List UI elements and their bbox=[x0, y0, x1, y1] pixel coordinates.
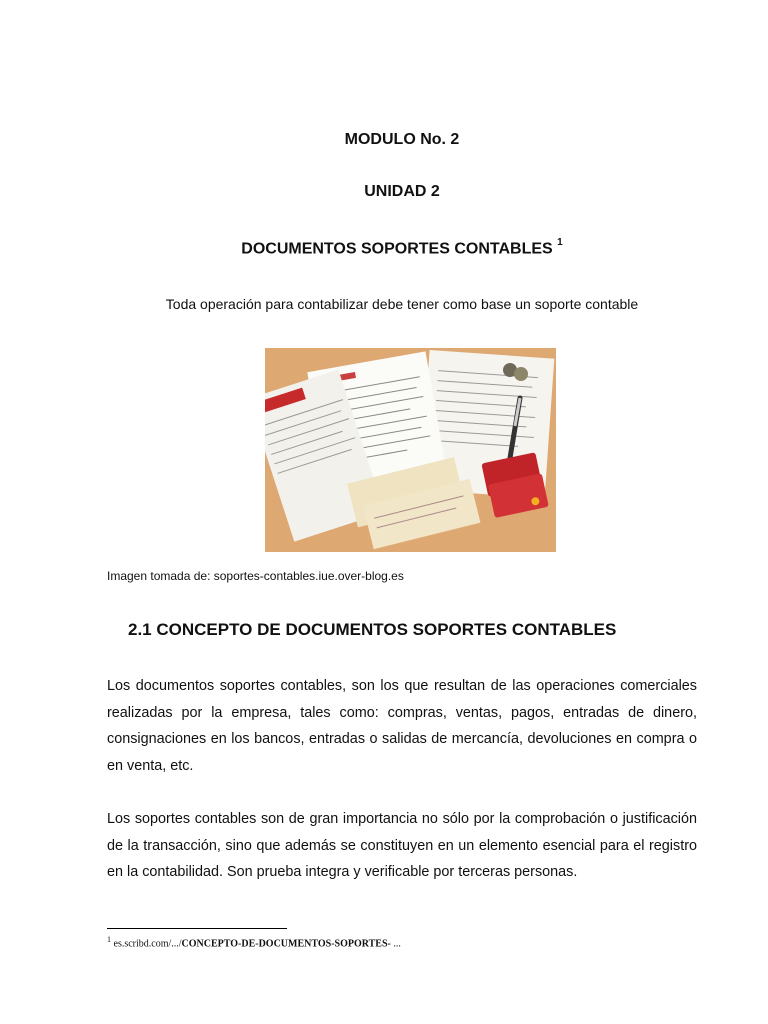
paragraph: Los documentos soportes contables, son los que resultan de las operaciones comerciales realizadas por la empresa, tales como: compras, ventas, pagos, entradas de dinero, consignaciones en los bancos, entradas o salidas de mercancía, devoluciones en compra o en venta, etc. bbox=[107, 678, 697, 775]
footnote-prefix: es.scribd.com/.../ bbox=[113, 938, 182, 950]
section-heading: 2.1 CONCEPTO DE DOCUMENTOS SOPORTES CONTABLES bbox=[128, 620, 617, 639]
footnote bbox=[107, 935, 401, 949]
image-caption bbox=[107, 569, 404, 583]
unit-title: UNIDAD 2 bbox=[364, 183, 440, 200]
caption-source: soportes-contables.iue.over-blog.es bbox=[213, 569, 404, 583]
intro-text: Toda operación para contabilizar debe tener como base un soporte contable bbox=[165, 296, 639, 312]
document-title bbox=[18, 239, 768, 258]
footnote-suffix: ... bbox=[390, 938, 401, 950]
module-title: MODULO No. 2 bbox=[344, 131, 460, 148]
footnote-separator bbox=[107, 928, 287, 929]
accounting-documents-photo bbox=[265, 348, 556, 552]
paragraph: Los soportes contables son de gran importancia no sólo por la comprobación o justificación de la transacción, sino que además se constituyen en un elemento esencial para el registro en la contabilidad. Son prueba integra y verificable por terceras personas. bbox=[107, 811, 697, 881]
footnote-bold: CONCEPTO-DE-DOCUMENTOS-SOPORTES- bbox=[181, 938, 391, 950]
caption-label: Imagen tomada de: bbox=[107, 569, 211, 583]
document-title-text: DOCUMENTOS SOPORTES CONTABLES bbox=[241, 240, 553, 258]
footnote-mark: 1 bbox=[107, 935, 111, 944]
footnote-reference: 1 bbox=[557, 237, 563, 248]
